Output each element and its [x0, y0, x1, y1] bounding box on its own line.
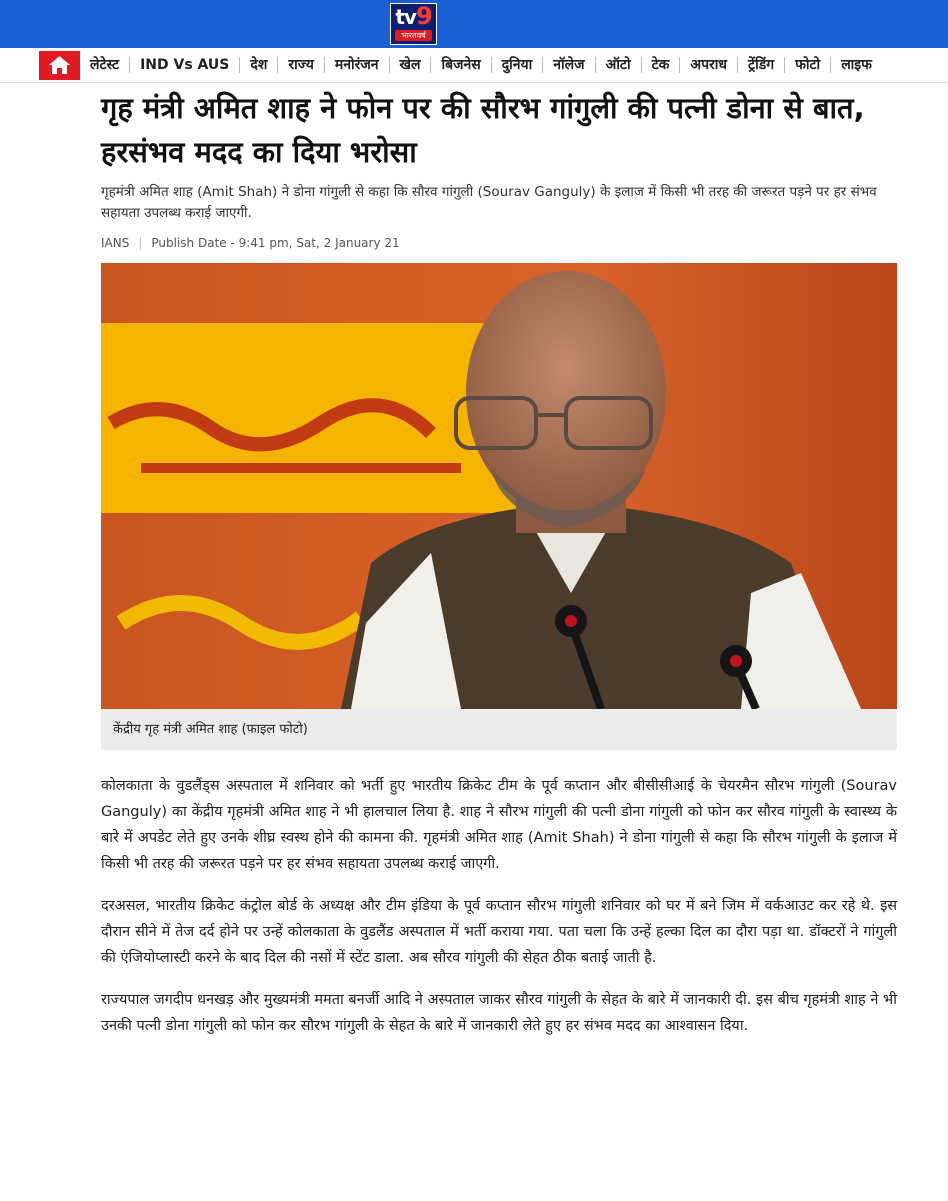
article-summary: गृहमंत्री अमित शाह (Amit Shah) ने डोना गांगुली से कहा कि सौरव गांगुली (Sourav Ganguly) के इलाज में किसी भी तरह की जरूरत पड़ने पर हर संभव सहायता उपलब्ध कराई जाएगी. — [101, 184, 877, 221]
nav-item[interactable]: ट्रेंडिंग — [738, 57, 785, 73]
article-image — [101, 263, 897, 709]
nav-item[interactable]: अपराध — [680, 57, 738, 73]
article-paragraph: कोलकाता के वुडलैंड्स अस्पताल में शनिवार को भर्ती हुए भारतीय क्रिकेट टीम के पूर्व कप्तान और बीसीसीआई के चेयरमैन सौरभ गांगुली (Sourav Ganguly) का केंद्रीय गृहमंत्री अमित शाह ने भी हालचाल लिया है. शाह ने सौरभ गांगुली की पत्नी डोना गांगुली को फोन कर सौरव गांगुली के स्वास्थ्य के बारे में अपडेट लेते हुए उनके शीघ्र स्वस्थ होने की कामना की. गृहमंत्री अमित शाह (Amit Shah) ने डोना गांगुली से कहा कि सौरभ गांगुली के इलाज में किसी भी तरह की जरूरत पड़ने पर हर संभव सहायता उपलब्ध कराई जाएगी. — [101, 778, 897, 872]
logo-subtitle: भारतवर्ष — [395, 30, 432, 41]
amit-shah-photo — [101, 263, 897, 709]
image-caption: केंद्रीय गृह मंत्री अमित शाह (फाइल फोटो) — [101, 709, 897, 750]
nav-item[interactable]: दुनिया — [492, 57, 544, 73]
home-button[interactable] — [39, 51, 80, 80]
nav-item[interactable]: राज्य — [278, 57, 324, 73]
nav-item[interactable]: नॉलेज — [543, 57, 595, 73]
nav-item[interactable]: ऑटो — [596, 57, 642, 73]
article-paragraph: दरअसल, भारतीय क्रिकेट कंट्रोल बोर्ड के अध्यक्ष और टीम इंडिया के पूर्व कप्तान सौरभ गांगुली शनिवार को घर में बने जिम में वर्कआउट कर रहे थे. इस दौरान सीने में तेज दर्द होने पर उन्हें कोलकाता के वुडलैंड अस्पताल में भर्ती कराया गया. पता चला कि उन्हें हल्का दिल का दौरा पड़ा था. डॉक्टरों ने गांगुली की एंजियोप्लास्टी करने के बाद दिल की नसों में स्टेंट डाला. अब सौरव गांगुली की सेहत ठीक बताई जाती है. — [101, 898, 897, 966]
nav-item[interactable]: देश — [240, 57, 278, 73]
nav-item[interactable]: मनोरंजन — [325, 57, 390, 73]
nav-items — [80, 48, 882, 82]
nav-item[interactable]: बिजनेस — [431, 57, 491, 73]
nav-item[interactable]: फोटो — [785, 57, 831, 73]
nav-item[interactable]: टेक — [642, 57, 681, 73]
logo-text: tv9 — [395, 2, 432, 30]
nav-item[interactable]: लेटेस्ट — [80, 57, 130, 73]
tv9-logo[interactable] — [390, 3, 437, 45]
publish-date: Publish Date - 9:41 pm, Sat, 2 January 21 — [151, 236, 400, 250]
article-body — [101, 773, 897, 1039]
article-meta — [101, 236, 897, 250]
site-header — [0, 0, 948, 48]
article-headline: गृह मंत्री अमित शाह ने फोन पर की सौरभ गांगुली की पत्नी डोना से बात, हरसंभव मदद का दिया भरोसा — [101, 91, 865, 169]
nav-item[interactable]: लाइफ — [841, 57, 872, 73]
article-source[interactable]: IANS — [101, 236, 130, 250]
article-paragraph: राज्यपाल जगदीप धनखड़ और मुख्यमंत्री ममता बनर्जी आदि ने अस्पताल जाकर सौरव गांगुली के सेहत के बारे में जानकारी दी. इस बीच गृहमंत्री शाह ने भी उनकी पत्नी डोना गांगुली को फोन कर सौरभ गांगुली के सेहत के बारे में जानकारी लेते हुए हर संभव मदद का आश्वासन दिया. — [101, 992, 897, 1034]
meta-divider: | — [138, 236, 143, 250]
home-icon — [39, 51, 80, 80]
article — [101, 86, 897, 1055]
main-nav — [0, 48, 948, 83]
nav-item[interactable]: IND Vs AUS — [130, 57, 240, 73]
nav-item[interactable]: खेल — [390, 57, 432, 73]
